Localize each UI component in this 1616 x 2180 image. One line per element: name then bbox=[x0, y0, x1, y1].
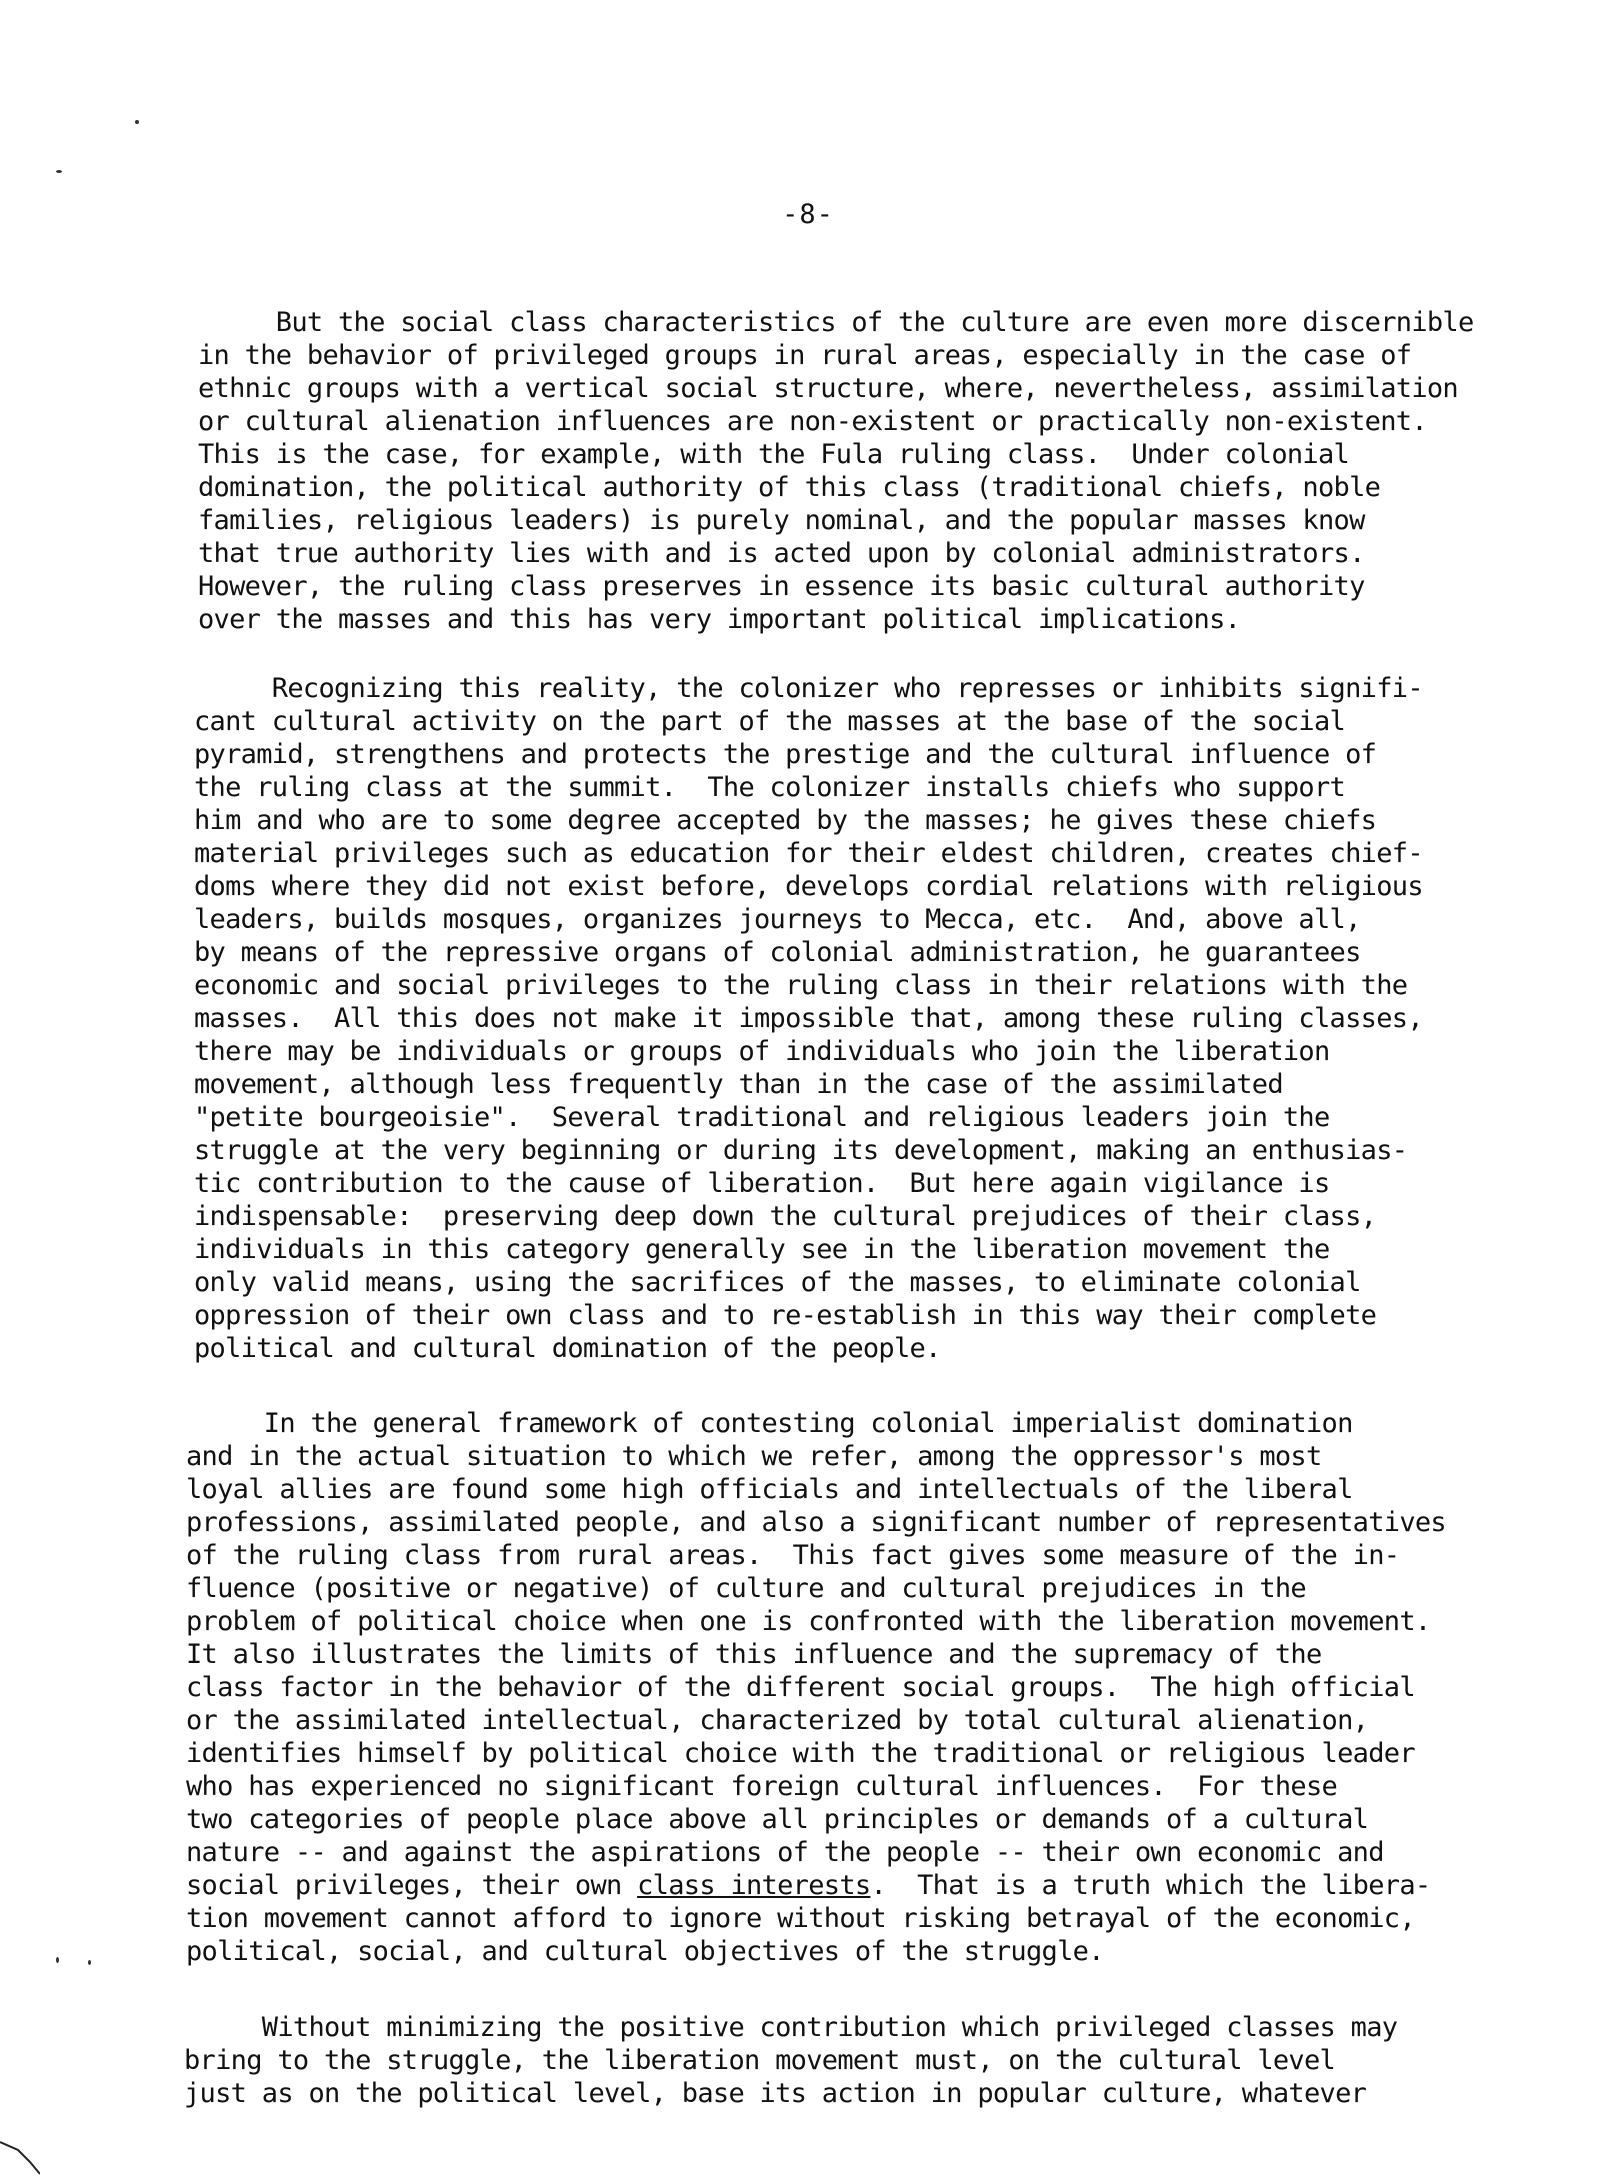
text-line: loyal allies are found some high officials and intellectuals of the liberal bbox=[186, 1474, 1353, 1505]
text-line: nature -- and against the aspirations of the people -- their own economic and bbox=[186, 1837, 1384, 1868]
text-line: individuals in this category generally see in the liberation movement the bbox=[194, 1234, 1330, 1265]
text-line: This is the case, for example, with the Fula ruling class. Under colonial bbox=[198, 439, 1350, 470]
text-line: In the general framework of contesting colonial imperialist domination bbox=[186, 1408, 1353, 1439]
text-line: problem of political choice when one is confronted with the liberation movement. bbox=[186, 1606, 1431, 1637]
text-line: tion movement cannot afford to ignore without risking betrayal of the economic, bbox=[186, 1903, 1415, 1934]
text-line: two categories of people place above all principles or demands of a cultural bbox=[186, 1804, 1369, 1835]
page-number: -8- bbox=[782, 199, 834, 230]
text-line: only valid means, using the sacrifices of the masses, to eliminate colonial bbox=[194, 1267, 1361, 1298]
text-line: Recognizing this reality, the colonizer who represses or inhibits signifi- bbox=[194, 673, 1423, 704]
text-line: just as on the political level, base its action in popular culture, whatever bbox=[184, 2078, 1367, 2109]
text-line: domination, the political authority of this class (traditional chiefs, noble bbox=[198, 472, 1381, 503]
text-line: who has experienced no significant foreign cultural influences. For these bbox=[186, 1771, 1338, 1802]
text-line: struggle at the very beginning or during its development, making an enthusias- bbox=[194, 1135, 1408, 1166]
text-line: masses. All this does not make it impossible that, among these ruling classes, bbox=[194, 1003, 1423, 1034]
scan-speck bbox=[135, 120, 139, 124]
text-line: there may be individuals or groups of individuals who join the liberation bbox=[194, 1036, 1330, 1067]
text-line: indispensable: preserving deep down the cultural prejudices of their class, bbox=[194, 1201, 1377, 1232]
text-line: ethnic groups with a vertical social structure, where, nevertheless, assimilation bbox=[198, 373, 1458, 404]
scan-speck bbox=[88, 1960, 91, 1965]
text-line: over the masses and this has very important political implications. bbox=[198, 604, 1241, 635]
text-line: political, social, and cultural objectives of the struggle. bbox=[186, 1936, 1104, 1967]
text-line: political and cultural domination of the people. bbox=[194, 1333, 941, 1364]
text-line: material privileges such as education for their eldest children, creates chief- bbox=[194, 838, 1423, 869]
text-line: cant cultural activity on the part of the masses at the base of the social bbox=[194, 706, 1346, 737]
text-line: the ruling class at the summit. The colonizer installs chiefs who support bbox=[194, 772, 1346, 803]
text-line: of the ruling class from rural areas. This fact gives some measure of the in- bbox=[186, 1540, 1400, 1571]
text-line: professions, assimilated people, and also a significant number of representatives bbox=[186, 1507, 1446, 1538]
text-line: class factor in the behavior of the different social groups. The high official bbox=[186, 1672, 1415, 1703]
text-line: that true authority lies with and is acted upon by colonial administrators. bbox=[198, 538, 1365, 569]
text-line: families, religious leaders) is purely nominal, and the popular masses know bbox=[198, 505, 1365, 536]
text-line: social privileges, their own class interests. That is a truth which the libera- bbox=[186, 1870, 1431, 1901]
text-line: Without minimizing the positive contribution which privileged classes may bbox=[184, 2012, 1398, 2043]
scan-speck bbox=[56, 170, 62, 173]
text-line: However, the ruling class preserves in essence its basic cultural authority bbox=[198, 571, 1365, 602]
text-line: oppression of their own class and to re-establish in this way their complete bbox=[194, 1300, 1377, 1331]
text-line: tic contribution to the cause of liberation. But here again vigilance is bbox=[194, 1168, 1330, 1199]
text-line: identifies himself by political choice with the traditional or religious leader bbox=[186, 1738, 1415, 1769]
text-line: in the behavior of privileged groups in rural areas, especially in the case of bbox=[198, 340, 1412, 371]
text-line: But the social class characteristics of the culture are even more discernible bbox=[198, 307, 1474, 338]
text-line: fluence (positive or negative) of culture and cultural prejudices in the bbox=[186, 1573, 1306, 1604]
scan-edge-mark bbox=[0, 2140, 40, 2180]
text-line: and in the actual situation to which we refer, among the oppressor's most bbox=[186, 1441, 1322, 1472]
text-line: him and who are to some degree accepted by the masses; he gives these chiefs bbox=[194, 805, 1377, 836]
text-line: doms where they did not exist before, develops cordial relations with religious bbox=[194, 871, 1423, 902]
text-line: by means of the repressive organs of colonial administration, he guarantees bbox=[194, 937, 1361, 968]
text-line: pyramid, strengthens and protects the prestige and the cultural influence of bbox=[194, 739, 1377, 770]
text-line: or cultural alienation influences are non-existent or practically non-existent. bbox=[198, 406, 1427, 437]
text-line: leaders, builds mosques, organizes journeys to Mecca, etc. And, above all, bbox=[194, 904, 1361, 935]
text-line: movement, although less frequently than in the case of the assimilated bbox=[194, 1069, 1283, 1100]
text-line: economic and social privileges to the ruling class in their relations with the bbox=[194, 970, 1408, 1001]
text-line: or the assimilated intellectual, characterized by total cultural alienation, bbox=[186, 1705, 1369, 1736]
text-line: "petite bourgeoisie". Several traditional and religious leaders join the bbox=[194, 1102, 1330, 1133]
text-line: bring to the struggle, the liberation movement must, on the cultural level bbox=[184, 2045, 1336, 2076]
scan-speck bbox=[56, 1957, 59, 1963]
underlined-phrase: class interests bbox=[637, 1870, 871, 1901]
text-line: It also illustrates the limits of this influence and the supremacy of the bbox=[186, 1639, 1322, 1670]
